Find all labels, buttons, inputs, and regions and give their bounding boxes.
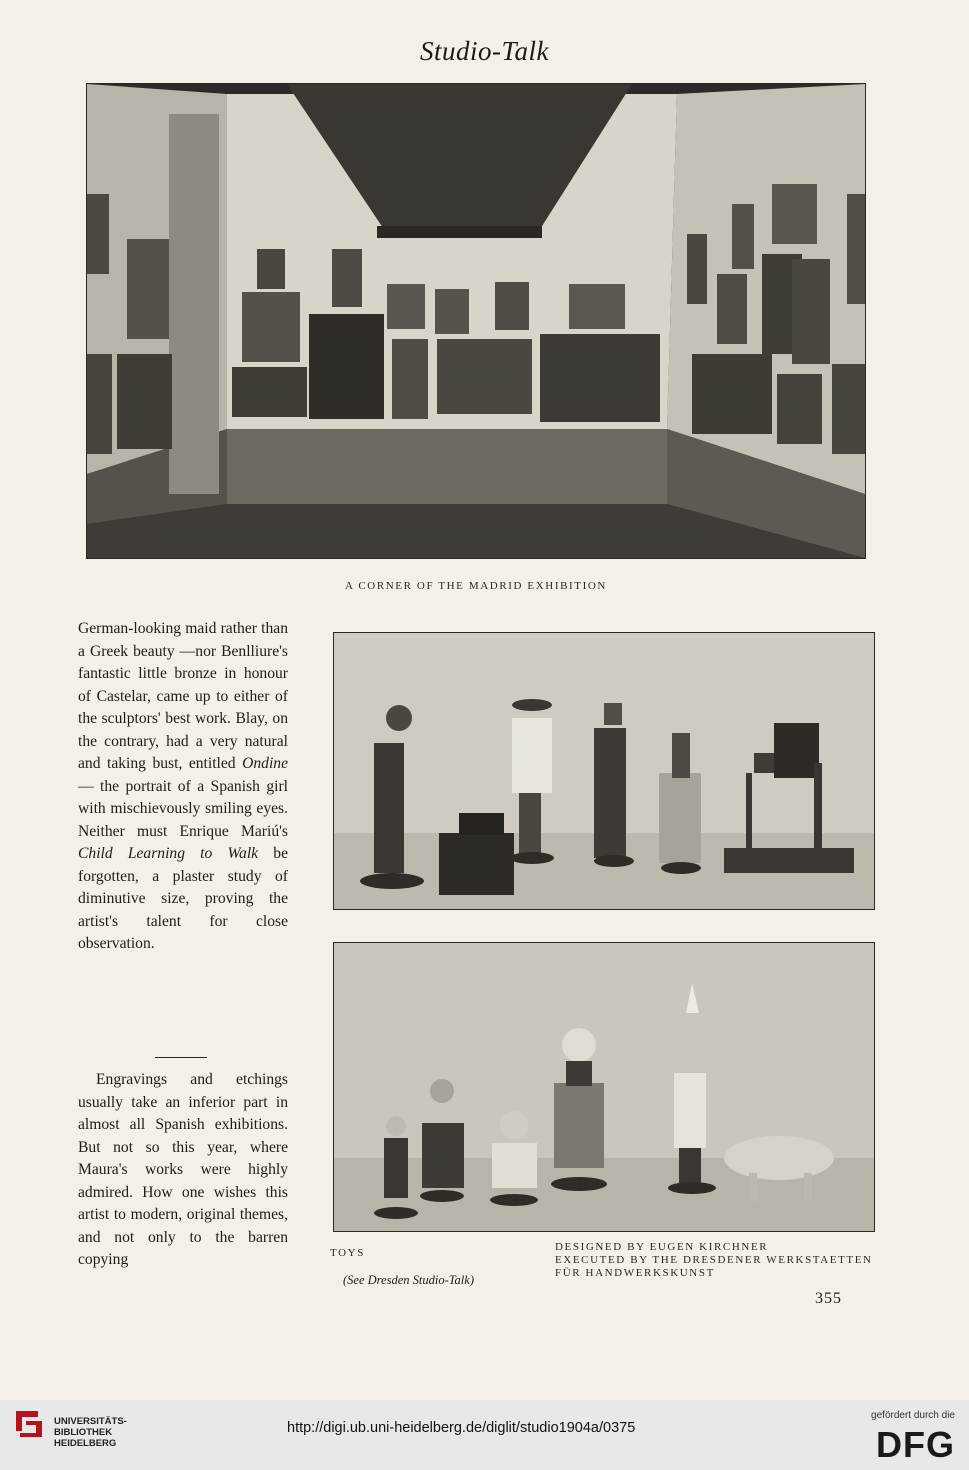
toys-caption-credits [555, 1241, 873, 1280]
library-line-3: HEIDELBERG [54, 1438, 117, 1449]
exhibition-illustration [87, 84, 865, 558]
toys-illustration-bottom [334, 943, 874, 1231]
credit-executed: EXECUTED BY THE DRESDENER WERKSTAETTEN [555, 1254, 873, 1266]
column-1-part-1: German-looking maid rather than a Greek beauty —nor Benlliure's fantastic little bronze in honour of Castelar, came up to either of the sculptors' best work. Blay, on the contrary, had a very natural and taking bust, entitled [78, 620, 288, 772]
running-head: Studio-Talk [419, 36, 550, 66]
toys-photograph-bottom [333, 942, 875, 1232]
exhibition-caption: A CORNER OF THE MADRID EXHIBITION [345, 580, 607, 592]
toys-caption-reference: (See Dresden Studio-Talk) [343, 1273, 474, 1287]
toys-photograph-top [333, 632, 875, 910]
library-line-1: UNIVERSITÄTS- [54, 1416, 127, 1427]
library-logo-icon [12, 1407, 46, 1441]
column-1-part-5: be forgotten, a plaster study of diminutive size, proving the artist's talent for close observation. [78, 845, 288, 952]
section-divider [155, 1057, 207, 1058]
library-name [54, 1416, 127, 1449]
title-child-learning: Child Learning to Walk [78, 845, 259, 862]
title-ondine: Ondine [242, 755, 288, 772]
toys-illustration-top [334, 633, 874, 909]
dfg-logo: DFG [876, 1424, 955, 1465]
permalink[interactable]: http://digi.ub.uni-heidelberg.de/diglit/studio1904a/0375 [287, 1420, 636, 1436]
toys-caption-label: TOYS [330, 1247, 365, 1259]
column-2-text [78, 1069, 288, 1272]
exhibition-photograph [86, 83, 866, 559]
column-1-part-3: — the portrait of a Spanish girl with mischievously smiling eyes. Neither must Enrique Mariú's [78, 777, 288, 840]
library-line-2: BIBLIOTHEK [54, 1427, 113, 1438]
column-2-paragraph: Engravings and etchings usually take an inferior part in almost all Spanish exhibitions. But not so this year, where Maura's works were highly admired. How one wishes this artist to modern, original themes, and not only to the barren copying [78, 1071, 288, 1268]
credit-fur: FÜR HANDWERKSKUNST [555, 1267, 715, 1279]
funded-by-label: gefördert durch die [871, 1410, 955, 1421]
credit-designed: DESIGNED BY EUGEN KIRCHNER [555, 1241, 769, 1253]
page-number: 355 [815, 1290, 842, 1307]
column-1-text [78, 618, 288, 956]
